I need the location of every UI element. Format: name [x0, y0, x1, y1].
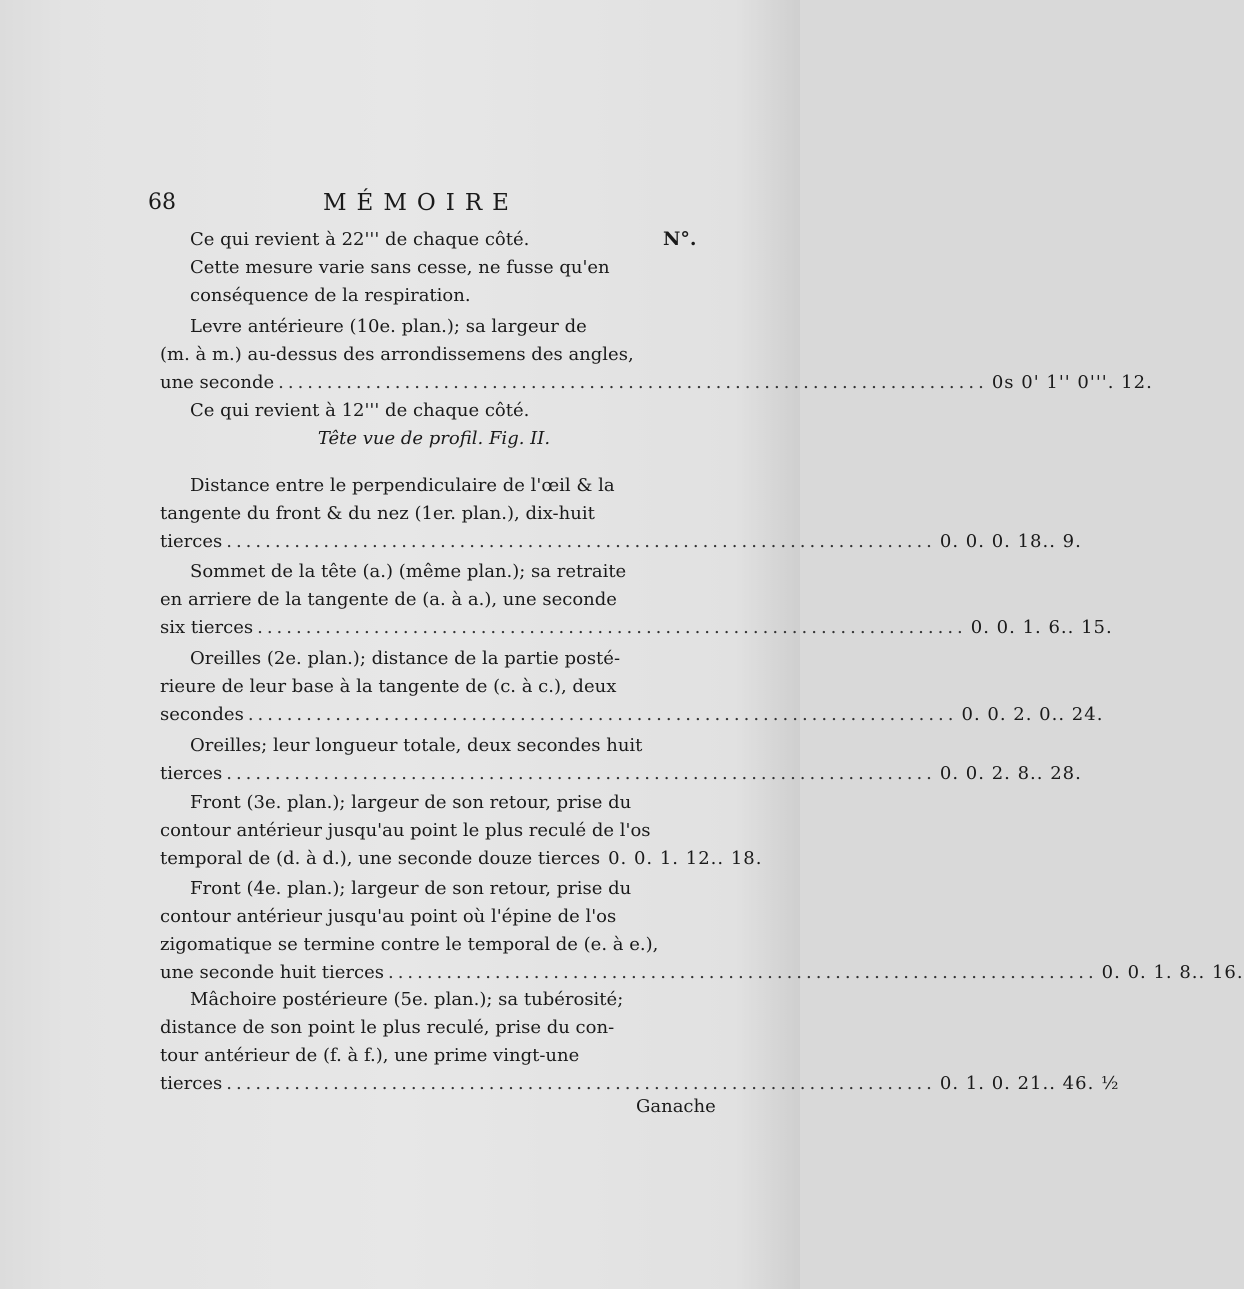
text-line: Distance entre le perpendiculaire de l'œil & la	[190, 475, 615, 496]
leader-text: une seconde huit tierces	[160, 962, 384, 983]
catchword: Ganache	[636, 1096, 716, 1117]
measurement-value: 0. 0. 0. 18.. 9.	[939, 531, 1082, 552]
leader-line: une seconde huit tierces ......................................................................... 0. 0. 1. 8.. 16.	[160, 959, 708, 987]
text-line: zigomatique se termine contre le temporal de (e. à e.),	[160, 934, 659, 955]
text-line: conséquence de la respiration.	[190, 285, 471, 306]
leader-text: tierces	[160, 763, 223, 784]
text-line: Oreilles (2e. plan.); distance de la partie posté-	[190, 648, 621, 669]
leader-line: tierces ......................................................................... 0. 0. 0. 18.. 9.	[160, 528, 708, 556]
text-line: distance de son point le plus reculé, prise du con-	[160, 1017, 615, 1038]
measurement-value: 0. 0. 1. 6.. 15.	[970, 617, 1113, 638]
text-line: rieure de leur base à la tangente de (c. à c.), deux	[160, 676, 617, 697]
margin-reference: N°.	[663, 228, 697, 250]
measurement-value: 0. 0. 1. 8.. 16.	[1101, 962, 1244, 983]
paragraph	[160, 732, 1082, 788]
text-line: en arriere de la tangente de (a. à a.), une seconde	[160, 589, 617, 610]
leader-text: une seconde	[160, 372, 275, 393]
text-line: Oreilles; leur longueur totale, deux secondes huit	[190, 735, 643, 756]
text-line: tangente du front & du nez (1er. plan.), dix-huit	[160, 503, 595, 524]
leader-line: une seconde ......................................................................... 0s 0' 1'' 0'''. 12.	[160, 369, 708, 397]
page-header	[148, 190, 718, 220]
leader-line: six tierces ......................................................................... 0. 0. 1. 6.. 15.	[160, 614, 708, 642]
leader-text: six tierces	[160, 617, 254, 638]
text-line: Levre antérieure (10e. plan.); sa largeur de	[190, 316, 587, 337]
text-line: Ce qui revient à 22''' de chaque côté.	[190, 229, 530, 250]
paragraph	[160, 558, 1113, 642]
measurement-value: 0. 0. 2. 0.. 24.	[961, 704, 1104, 725]
measurement-value: 0s 0' 1'' 0'''. 12.	[991, 372, 1153, 393]
text-line: Ce qui revient à 12''' de chaque côté.	[190, 400, 530, 421]
text-line: Cette mesure varie sans cesse, ne fusse qu'en	[190, 257, 610, 278]
section-subtitle: Tête vue de profil. Fig. II.	[317, 428, 551, 449]
page-number: 68	[148, 190, 176, 215]
leader-text: tierces	[160, 531, 223, 552]
text-line: Sommet de la tête (a.) (même plan.); sa retraite	[190, 561, 627, 582]
paragraph	[160, 986, 1120, 1098]
leader-text: secondes	[160, 704, 244, 725]
text-line: contour antérieur jusqu'au point le plus reculé de l'os	[160, 820, 651, 841]
text-line: contour antérieur jusqu'au point où l'épine de l'os	[160, 906, 617, 927]
running-title: MÉMOIRE	[323, 190, 519, 216]
leader-line: secondes ......................................................................... 0. 0. 2. 0.. 24.	[160, 701, 708, 729]
text-line: Mâchoire postérieure (5e. plan.); sa tubérosité;	[190, 989, 624, 1010]
text-line: tour antérieur de (f. à f.), une prime vingt-une	[160, 1045, 580, 1066]
measurement-value: 0. 1. 0. 21.. 46. ½	[939, 1073, 1120, 1094]
measurement-value: 0. 0. 1. 12.. 18.	[608, 848, 763, 869]
text-line: (m. à m.) au-dessus des arrondissemens des angles,	[160, 344, 634, 365]
leader-line: tierces ......................................................................... 0. 0. 2. 8.. 28.	[160, 760, 708, 788]
leader-text: tierces	[160, 1073, 223, 1094]
leader-line	[160, 845, 763, 873]
paragraph	[160, 789, 763, 873]
measurement-value: 0. 0. 2. 8.. 28.	[939, 763, 1082, 784]
paragraph	[160, 875, 1244, 987]
leader-text: temporal de (d. à d.), une seconde douze tierces	[160, 848, 601, 869]
paragraph	[160, 226, 708, 310]
paragraph	[160, 472, 1082, 556]
text-line: Front (4e. plan.); largeur de son retour, prise du	[190, 878, 632, 899]
paragraph	[160, 645, 1104, 729]
text-line: Front (3e. plan.); largeur de son retour, prise du	[190, 792, 632, 813]
leader-line: tierces ......................................................................... 0. 1. 0. 21.. 46. ½	[160, 1070, 708, 1098]
paragraph	[160, 313, 1153, 425]
